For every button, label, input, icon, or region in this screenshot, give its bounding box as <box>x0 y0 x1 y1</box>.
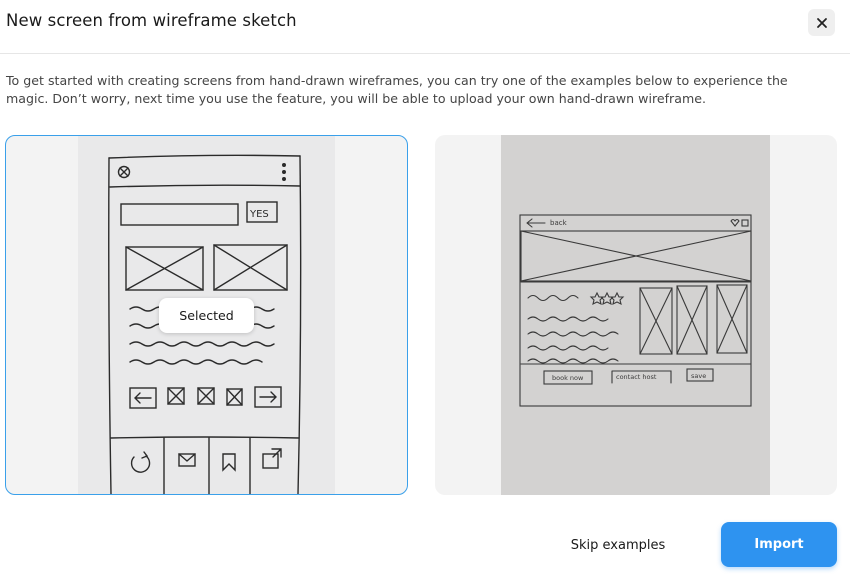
dialog-title: New screen from wireframe sketch <box>6 11 297 30</box>
sketch-back-label: back <box>550 219 567 227</box>
sketch-button-label: save <box>691 372 707 380</box>
sketch-button-label: book now <box>552 374 584 382</box>
close-icon <box>816 17 828 29</box>
close-button[interactable] <box>808 9 835 36</box>
dialog-description: To get started with creating screens from hand-drawn wireframes, you can try one of the examples below to experience the magic. Don’t worry, next time you use the feature, you will be able to upload your own hand-drawn wireframe. <box>6 73 788 106</box>
dialog-header <box>0 0 850 54</box>
selected-badge: Selected <box>159 298 254 333</box>
skip-examples-button[interactable]: Skip examples <box>552 530 684 560</box>
import-button[interactable]: Import <box>721 522 837 567</box>
sketch-button-label: contact host <box>616 373 657 381</box>
example-card-mobile-wireframe[interactable] <box>5 135 408 495</box>
sketch-yes-label: YES <box>250 209 269 220</box>
wireframe-sketch-image <box>501 135 770 495</box>
example-card-web-wireframe[interactable] <box>435 135 837 495</box>
